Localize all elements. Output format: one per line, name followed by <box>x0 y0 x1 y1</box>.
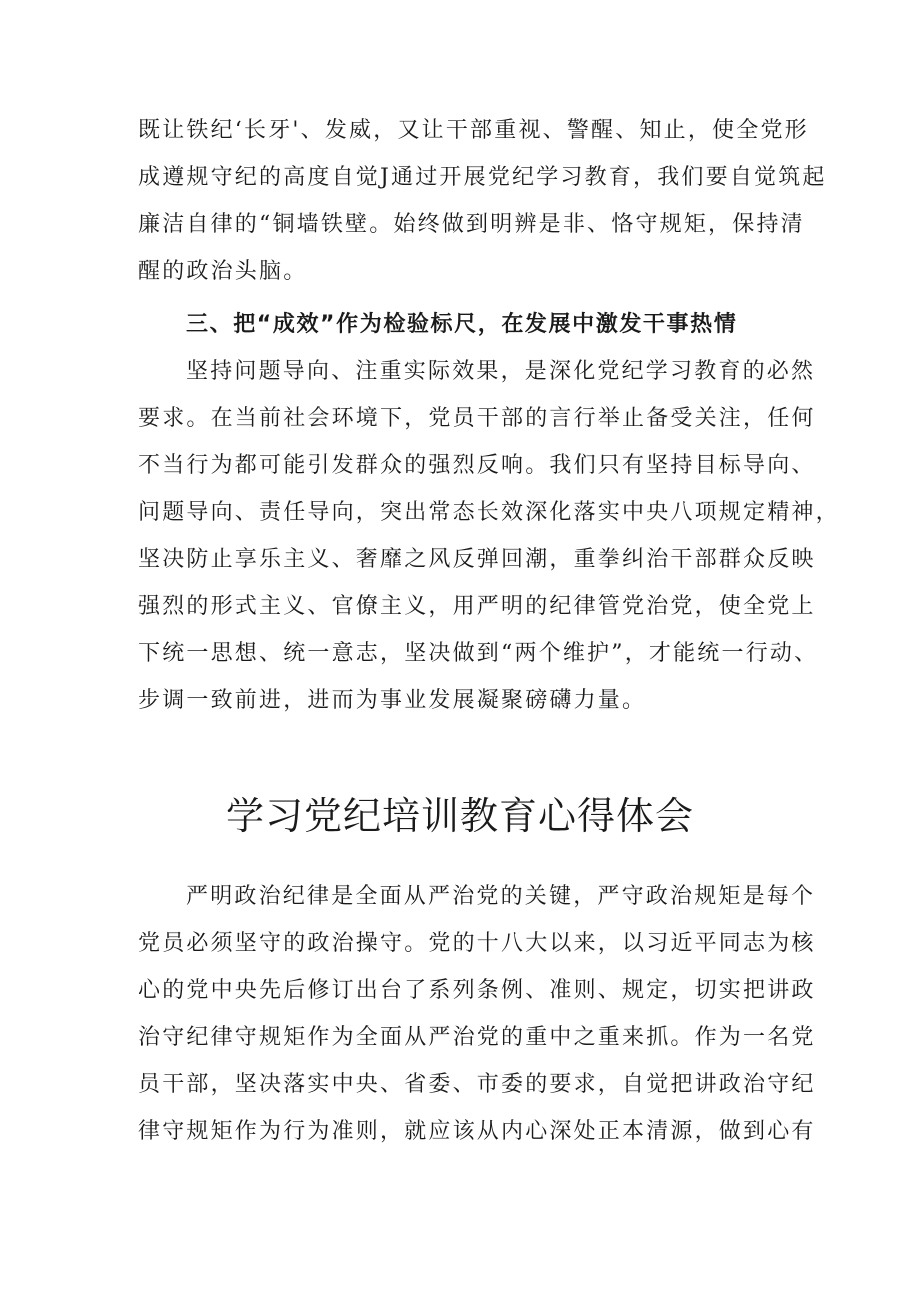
paragraph-line: 问题导向、责任导向，突出常态长效深化落实中央八项规定精神， <box>138 500 840 525</box>
paragraph-line: 强烈的形式主义、官僚主义，用严明的纪律管党治党，使全党上 <box>138 594 816 619</box>
paragraph-line: 治守纪律守规矩作为全面从严治党的重中之重来抓。作为一名党 <box>138 1025 816 1050</box>
article-title: 学习党纪培训教育心得体会 <box>225 794 694 838</box>
paragraph-line: 员干部，坚决落实中央、省委、市委的要求，自觉把讲政治守纪 <box>138 1072 816 1097</box>
paragraph-line: 下统一思想、统一意志，坚决做到“两个维护”，才能统一行动、 <box>138 641 819 666</box>
paragraph-line: 坚持问题导向、注重实际效果，是深化党纪学习教育的必然 <box>186 359 816 384</box>
paragraph-line: 律守规矩作为行为准则，就应该从内心深处正本清源，做到心有 <box>138 1119 816 1144</box>
paragraph-line: 坚决防止享乐主义、奢靡之风反弹回潮，重拳纠治干部群众反映 <box>138 547 816 572</box>
paragraph-line: 步调一致前进，进而为事业发展凝聚磅礴力量。 <box>138 688 647 713</box>
section-heading: 三、把“成效”作为检验标尺，在发展中激发干事热情 <box>186 312 738 337</box>
paragraph-line: 要求。在当前社会环境下，党员干部的言行举止备受关注，任何 <box>138 406 816 431</box>
paragraph-line: 不当行为都可能引发群众的强烈反响。我们只有坚持目标导向、 <box>138 453 816 478</box>
paragraph-line: 心的党中央先后修订出台了系列条例、准则、规定，切实把讲政 <box>138 978 816 1003</box>
paragraph-line: 既让铁纪‘长牙'、发威，又让干部重视、警醒、知止，使全党形 <box>138 118 809 143</box>
paragraph-line: 严明政治纪律是全面从严治党的关键，严守政治规矩是每个 <box>186 884 816 909</box>
paragraph-line: 廉洁自律的“铜墙铁壁。始终做到明辨是非、恪守规矩，保持清 <box>138 212 805 237</box>
paragraph-line: 醒的政治头脑。 <box>138 259 308 284</box>
paragraph-line: 成遵规守纪的高度自觉J通过开展党纪学习教育，我们要自觉筑起 <box>138 165 827 190</box>
paragraph-line: 党员必须坚守的政治操守。党的十八大以来，以习近平同志为核 <box>138 931 816 956</box>
